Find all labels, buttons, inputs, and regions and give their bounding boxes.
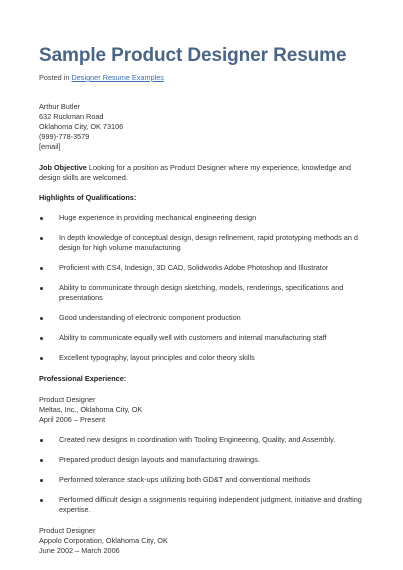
job-dates: June 2002 – March 2006 [39,546,120,555]
job-company: Appolo Corporation, Oklahoma City, OK [39,536,168,545]
objective-label: Job Objective [39,163,87,172]
contact-street: 632 Ruckman Road [39,112,104,121]
highlights-heading: Highlights of Qualifications: [39,193,137,202]
list-item: Proficient with CS4, Indesign, 3D CAD, Solidworks Adobe Photoshop and Illustrator [39,263,363,273]
experience-heading: Professional Experience: [39,374,127,383]
list-item: Created new designs in coordination with Tooling Engineering, Quality, and Assembly. [39,435,363,445]
contact-phone: (999)-778-3579 [39,132,90,141]
posted-prefix: Posted in [39,73,70,82]
job-objective [39,163,363,183]
contact-email: [email] [39,142,61,151]
list-item: In depth knowledge of conceptual design, design refinement, rapid prototyping methods an d design for high volume manufacturing [39,233,363,253]
contact-city: Oklahoma City, OK 73106 [39,122,124,131]
job-company: Meltas, Inc., Oklahoma City, OK [39,405,143,414]
list-item: Ability to communicate through design sketching, models, renderings, specifications and presentations [39,283,363,303]
list-item: Performed difficult design a ssignments requiring independent judgment, initiative and drafting expertise. [39,495,363,515]
list-item: Excellent typography, layout principles and color theory skills [39,353,363,363]
contact-block [39,102,363,152]
page-title: Sample Product Designer Resume [39,45,347,66]
highlights-list [39,213,363,363]
posted-in [39,73,363,83]
list-item: Prepared product design layouts and manufacturing drawings. [39,455,363,465]
list-item: Ability to communicate equally well with customers and internal manufacturing staff [39,333,363,343]
job-entry-1 [39,395,363,425]
job-role: Product Designer [39,526,96,535]
list-item: Huge experience in providing mechanical engineering design [39,213,363,223]
list-item: Good understanding of electronic component production [39,313,363,323]
objective-text: Looking for a position as Product Designer where my experience, knowledge and design skills are welcomed. [39,163,351,182]
job-role: Product Designer [39,395,96,404]
contact-name: Arthur Butler [39,102,80,111]
job-entry-2 [39,526,363,556]
category-link[interactable]: Designer Resume Examples [71,73,164,82]
job-1-duties [39,435,363,515]
list-item: Performed tolerance stack-ups utilizing both GD&T and conventional methods [39,475,363,485]
job-dates: April 2006 – Present [39,415,106,424]
